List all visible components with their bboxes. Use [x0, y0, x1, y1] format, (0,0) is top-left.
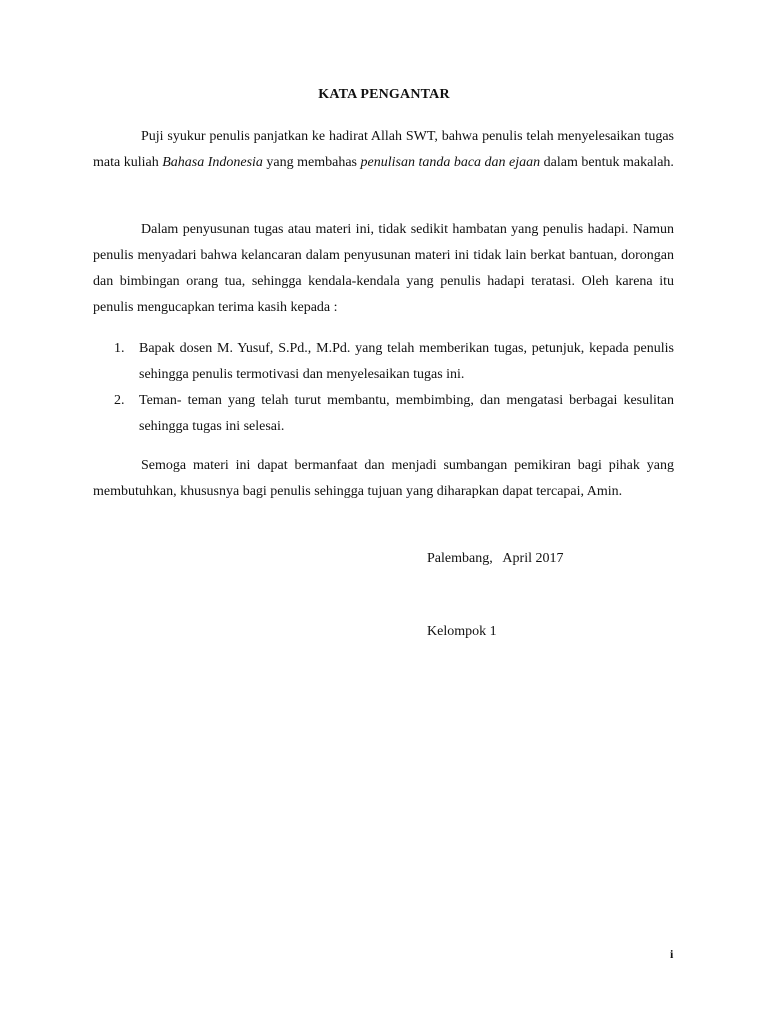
paragraph-intro-text-2: yang membahas — [262, 155, 361, 170]
list-item-text: Teman- teman yang telah turut membantu, membimbing, dan mengatasi berbagai kesulitan sehingga tugas ini selesai. — [139, 393, 674, 434]
list-item — [93, 336, 674, 388]
signature-place-date: Palembang, April 2017 — [427, 551, 564, 566]
paragraph-acknowledgement: Dalam penyusunan tugas atau materi ini, tidak sedikit hambatan yang penulis hadapi. Namun penulis menyadari bahwa kelancaran dalam penyusunan materi ini tidak lain berkat bantuan, dorongan dan bimbingan orang tua, sehingga kendala-kendala yang penulis hadapi teratasi. Oleh karena itu penulis mengucapkan terima kasih kepada : — [93, 222, 674, 315]
list-item — [93, 388, 674, 440]
list-item-number: 1. — [114, 341, 125, 356]
course-name-italic: Bahasa Indonesia — [162, 155, 263, 170]
paragraph-closing: Semoga materi ini dapat bermanfaat dan menjadi sumbangan pemikiran bagi pihak yang membutuhkan, khususnya bagi penulis sehingga tujuan yang diharapkan dapat tercapai, Amin. — [93, 458, 674, 499]
page-number: i — [670, 947, 674, 961]
list-item-text: Bapak dosen M. Yusuf, S.Pd., M.Pd. yang telah memberikan tugas, petunjuk, kepada penulis sehingga penulis termotivasi dan menyelesaikan tugas ini. — [139, 341, 674, 382]
paragraph-intro-text-1: Puji syukur penulis panjatkan ke hadirat Allah SWT, bahwa penulis telah menyelesaikan tugas mata kuliah — [93, 129, 674, 170]
paragraph-intro-text-3: dalam bentuk makalah. — [540, 155, 674, 170]
thanks-list — [93, 336, 674, 440]
paragraph-intro — [93, 124, 674, 176]
list-item-number: 2. — [114, 393, 125, 408]
signature-group: Kelompok 1 — [427, 624, 497, 639]
page-title: KATA PENGANTAR — [318, 87, 450, 102]
topic-italic: penulisan tanda baca dan ejaan — [360, 155, 541, 170]
